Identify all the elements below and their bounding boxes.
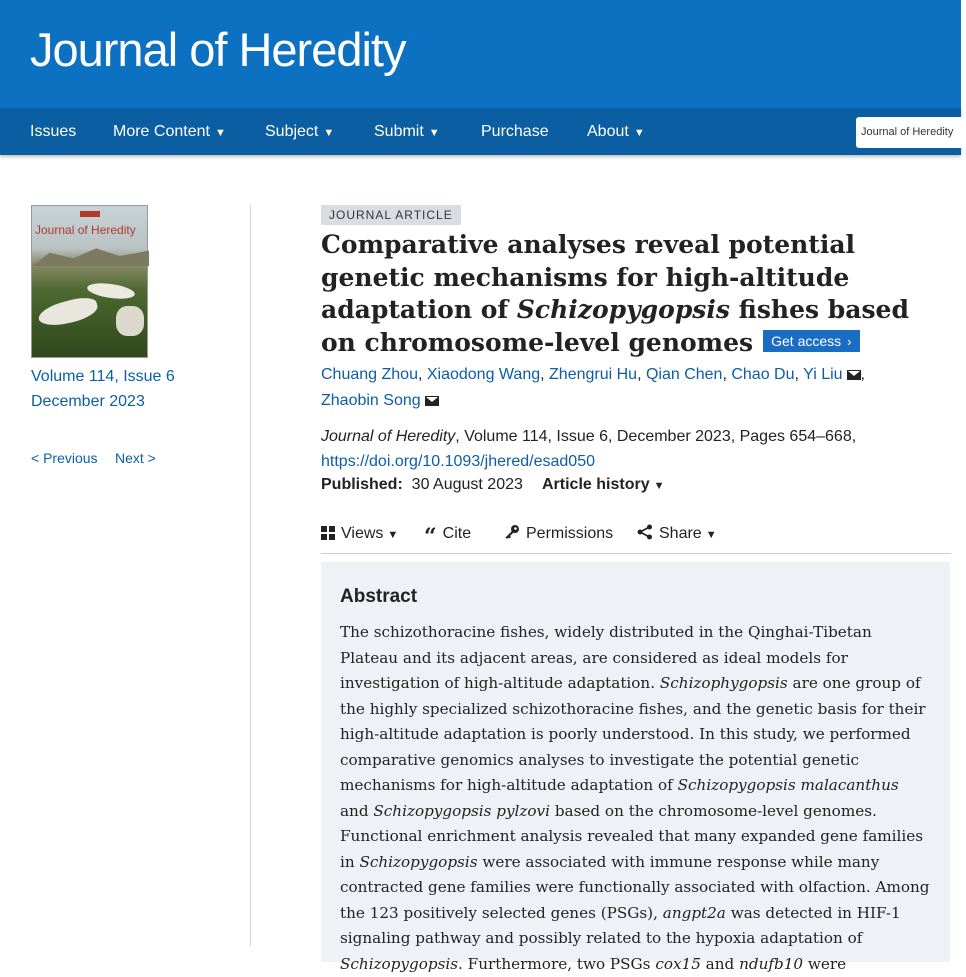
previous-article-link[interactable]: < Previous [31,450,98,466]
abstract-segment: The schizothoracine fishes, widely distributed in the Qinghai-Tibetan Plateau and its adjacent areas, are considered as ideal models for investigation of high-altitude adaptation. [340,623,872,692]
cover-title: Journal of Heredity [35,223,136,237]
author-link[interactable]: Zhengrui Hu [549,366,638,383]
author-list: Chuang Zhou, Xiaodong Wang, Zhengrui Hu, Qian Chen, Chao Du, Yi Liu , Zhaobin Song [321,366,865,409]
published-label: Published: [321,476,403,493]
nav-purchase[interactable] [481,108,549,155]
nav-purchase-label: Purchase [481,123,549,140]
caret-down-icon: ▼ [428,127,440,139]
caret-down-icon: ▼ [653,480,665,492]
abstract-heading: Abstract [340,586,418,607]
abstract-section [321,562,950,973]
nav-about[interactable] [587,108,645,155]
key-icon [504,524,520,547]
next-article-link[interactable]: Next > [115,450,156,466]
abstract-species: Schizophygopsis [659,674,788,692]
get-access-label: Get access [771,333,842,349]
grid-icon [321,526,335,540]
cover-mountain-shape [32,244,149,266]
author-link[interactable]: Chao Du [731,366,795,383]
published-info [321,476,523,494]
chevron-right-icon: › [847,334,852,349]
nav-issues[interactable] [30,108,76,155]
publisher-logo-icon [80,211,100,217]
article-history-label: Article history [542,476,650,493]
title-text-end: fishes based on chromosome-level genomes [321,295,909,357]
caret-down-icon: ▼ [214,127,226,139]
abstract-species: Schizopygopsis [359,852,478,871]
caret-down-icon: ▼ [633,127,645,139]
abstract-segment: were [803,954,847,973]
nav-more-content[interactable] [113,108,226,155]
views-label: Views [341,525,384,542]
caret-down-icon: ▼ [387,529,399,541]
article-history-toggle[interactable] [542,476,664,494]
doi-link[interactable]: https://doi.org/10.1093/jhered/esad050 [321,453,595,470]
abstract-gene: ndufb10 [739,954,804,973]
views-button[interactable] [321,523,398,545]
issue-volume-link[interactable]: Volume 114, Issue 6 [31,368,175,385]
title-text: Comparative analyses reveal potential genetic mechanisms for high-altitude adaptation of [321,230,856,324]
quote-icon: “ [424,524,437,550]
share-label: Share [659,525,702,542]
article-title [321,229,941,359]
abstract-segment: and [340,801,374,820]
abstract-species: Schizopygopsis pylzovi [373,801,550,820]
abstract-gene: cox15 [655,954,701,973]
main-nav [0,108,961,155]
abstract-segment: and [700,954,740,973]
abstract-species: Schizopygopsis [340,954,459,973]
caret-down-icon: ▼ [323,127,335,139]
nav-issues-label: Issues [30,123,77,140]
nav-subject[interactable] [265,108,334,155]
abstract-segment: are one group of the highly specialized schizothoracine fishes, and the genetic basis for their high-altitude adaptation is poorly understood. In this study, we performed comparative genomics analyses to investigate the potential genetic mechanisms for high-altitude adaptation of [340,674,926,794]
abstract-segment: was detected in HIF-1 signaling pathway and possibly related to the hypoxia adaptation of [340,903,901,947]
issue-cover-image[interactable] [31,205,148,358]
nav-submit[interactable] [374,108,440,155]
citation-details: , Volume 114, Issue 6, December 2023, Pages 654–668, [455,428,857,445]
share-button[interactable] [637,523,717,545]
title-genus: Schizopygopsis [516,295,730,324]
abstract-species: Schizopygopsis malacanthus [677,776,899,794]
author-link[interactable]: Chuang Zhou [321,366,418,383]
abstract-segment: based on the chromosome-level genomes. Functional enrichment analysis revealed that many expanded gene families in [340,801,923,871]
cover-rock-shape [36,294,100,330]
abstract-segment: . Furthermore, two PSGs [458,954,656,973]
abstract-segment: were associated with immune response while many contracted gene families were functionally associated with olfaction. Among the 123 positively selected genes (PSGs), [340,852,930,922]
author-link[interactable]: Xiaodong Wang [426,366,541,383]
abstract-text [340,620,930,977]
citation-journal: Journal of Heredity [321,428,456,445]
author-link[interactable]: Qian Chen [645,366,723,383]
nav-more-content-label: More Content [113,123,210,140]
article-type-badge: JOURNAL ARTICLE [321,205,461,225]
cover-rock-shape [116,306,144,336]
envelope-icon[interactable] [425,396,439,406]
cover-rock-shape [86,281,135,302]
article-toolbar [321,523,951,554]
permissions-label: Permissions [526,525,614,542]
caret-down-icon: ▼ [705,529,717,541]
site-header [0,0,961,108]
issue-date-link[interactable]: December 2023 [31,393,145,410]
journal-logo[interactable]: Journal of Heredity [30,23,406,76]
cite-label: Cite [442,525,472,542]
citation-block [321,424,941,474]
sidebar-divider [250,205,251,946]
cite-button[interactable] [424,523,472,550]
nav-subject-label: Subject [265,123,319,140]
author-link[interactable]: Yi Liu [803,366,843,383]
share-icon [637,524,653,547]
nav-submit-label: Submit [374,123,424,140]
abstract-gene: angpt2a [662,903,726,922]
nav-about-label: About [587,123,629,140]
journal-selector[interactable]: Journal of Heredity [856,117,966,148]
get-access-button[interactable] [763,330,859,352]
envelope-icon[interactable] [847,370,861,380]
published-date: 30 August 2023 [411,476,523,493]
permissions-button[interactable] [504,523,613,545]
author-link[interactable]: Zhaobin Song [321,392,421,409]
